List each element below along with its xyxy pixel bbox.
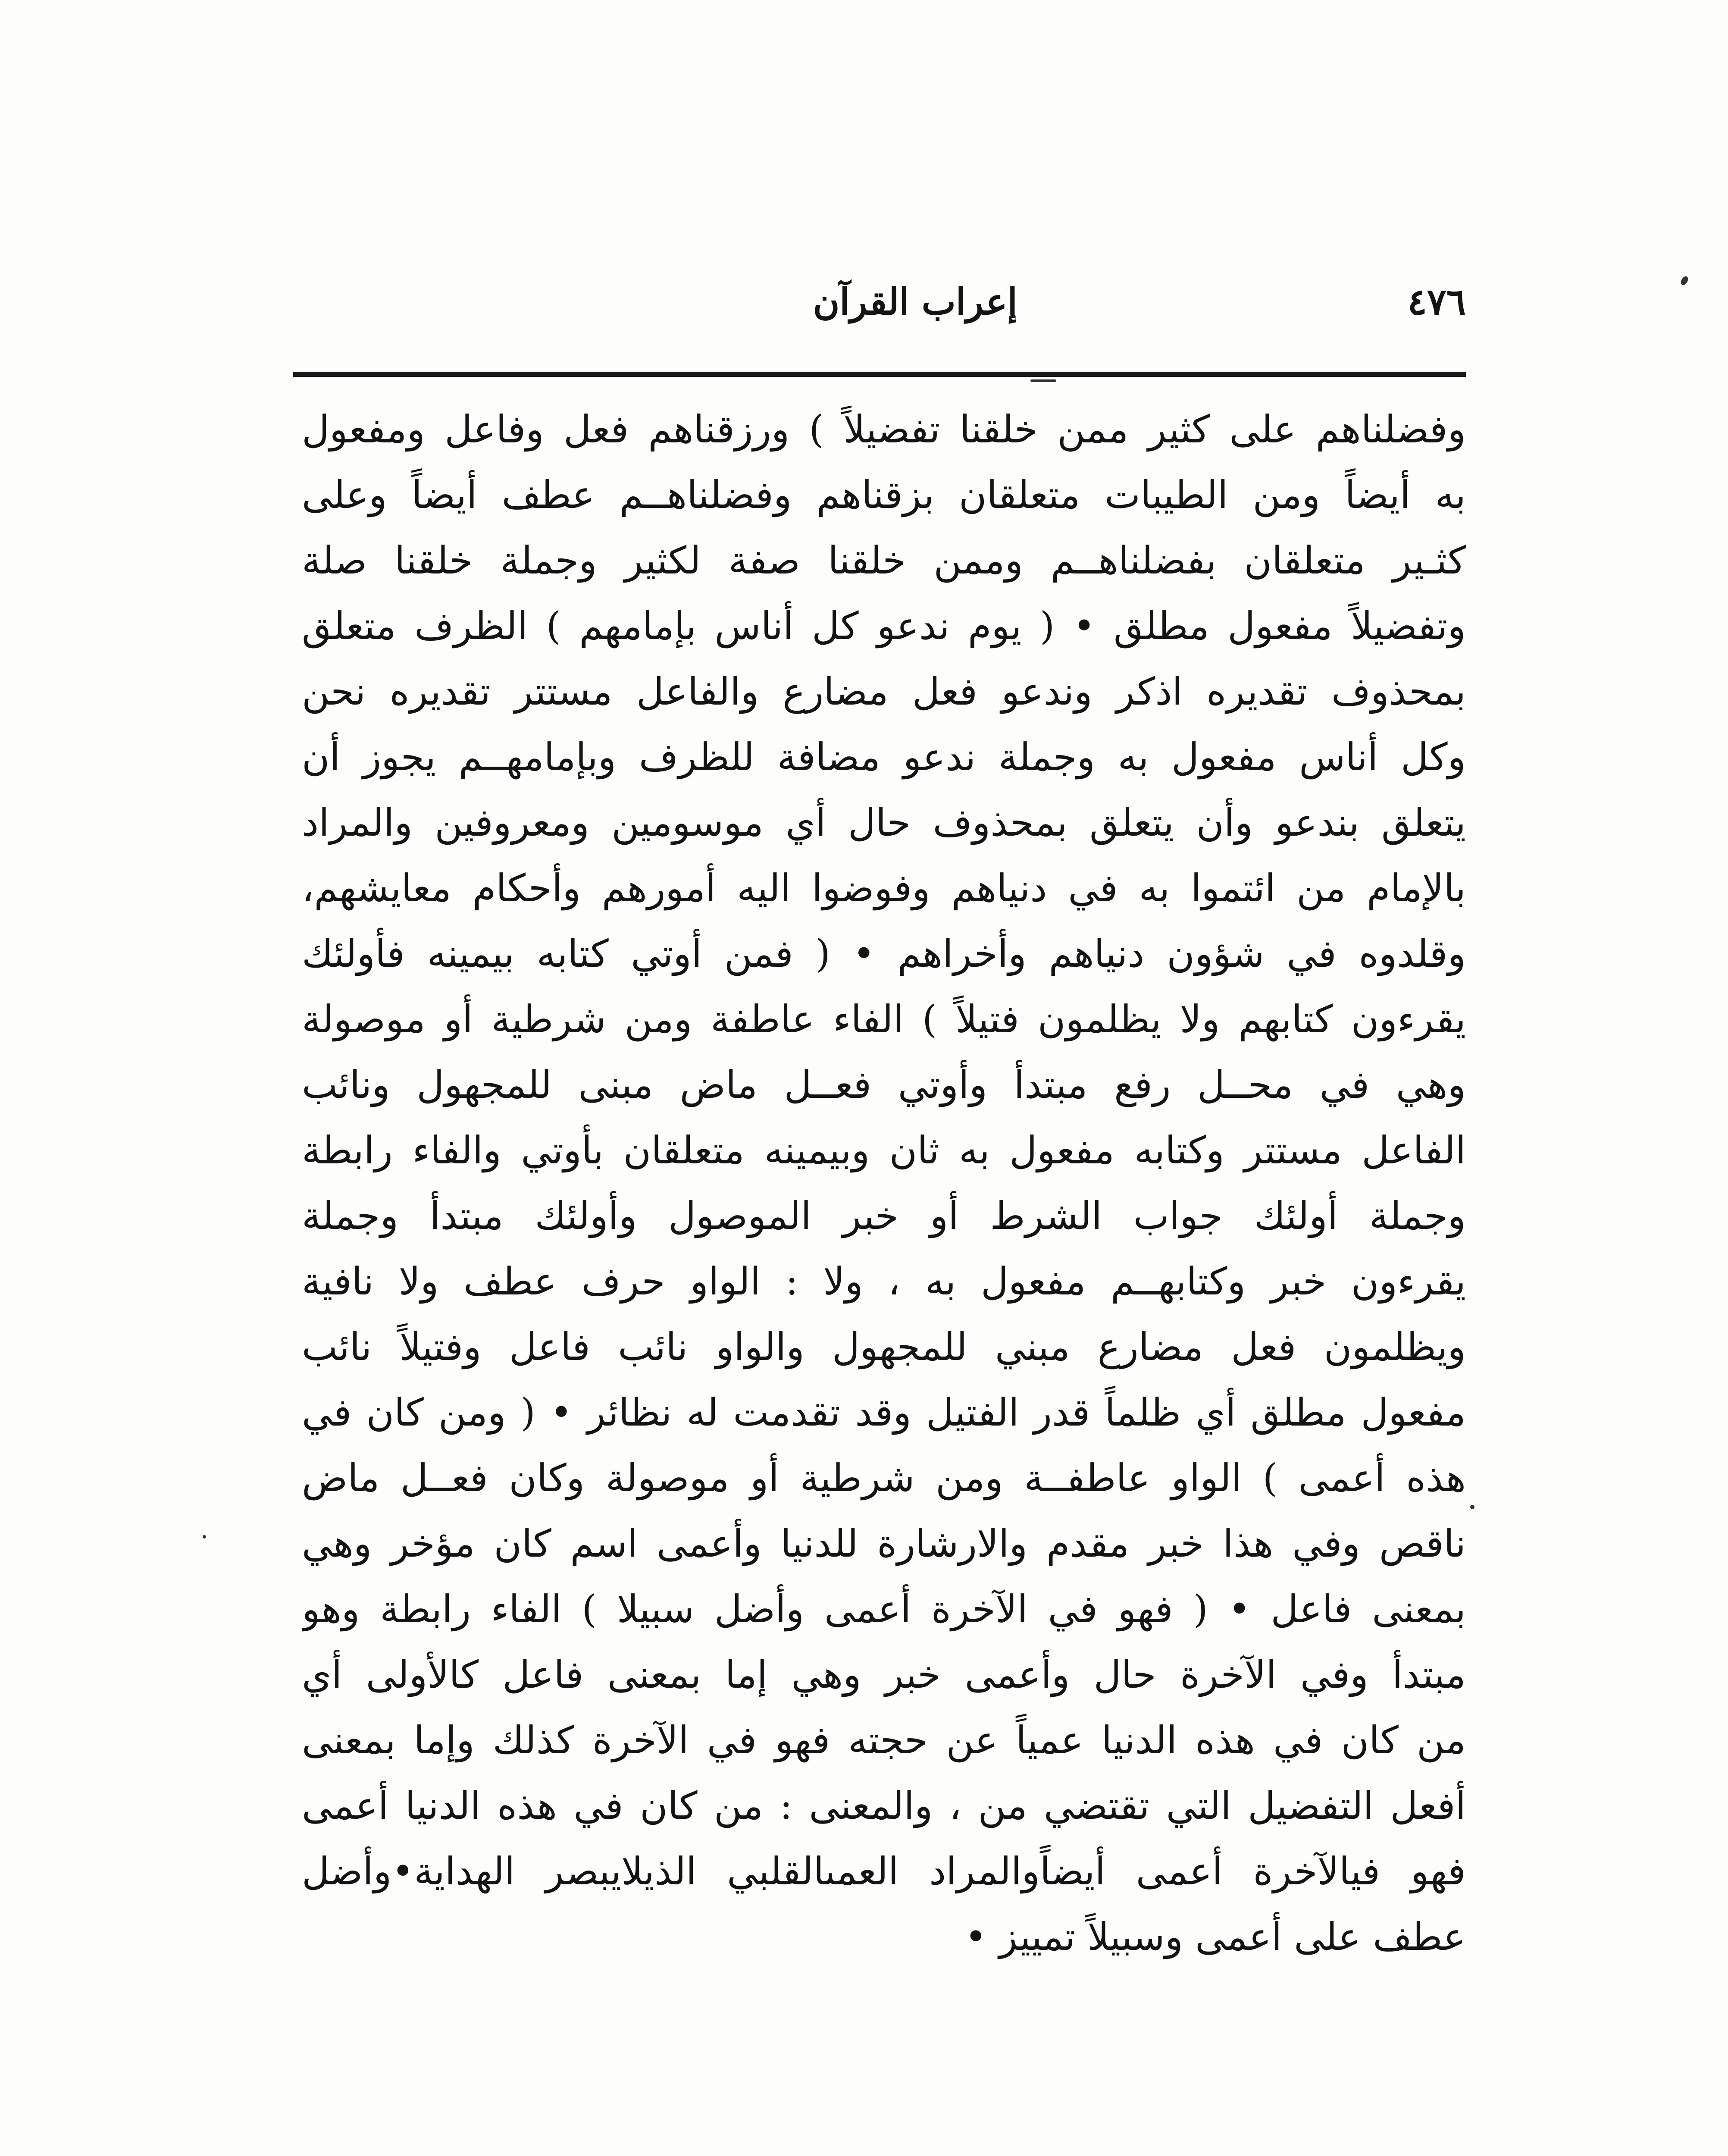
- text-line: يتعلق بندعو وأن يتعلق بمحذوف حال أي موسومين ومعروفين والمراد: [302, 800, 1466, 845]
- running-title: إعراب القرآن: [813, 280, 1017, 323]
- text-line: مبتدأ وفي الآخرة حال وأعمى خبر وهي إما بمعنى فاعل كالأولى أي: [302, 1652, 1466, 1697]
- scan-speck: [203, 1535, 206, 1539]
- scan-speck: [1679, 275, 1689, 286]
- text-line: كثـير متعلقان بفضلناهــم وممن خلقنا صفة لكثير وجملة خلقنا صلة: [302, 538, 1466, 583]
- body-text: [302, 397, 1466, 1970]
- header-divider: [293, 372, 1466, 377]
- text-line: هذه أعمى ) الواو عاطفــة ومن شرطية أو موصولة وكان فعــل ماض: [302, 1456, 1466, 1500]
- text-line: وكل أناس مفعول به وجملة ندعو مضافة للظرف وبإمامهــم يجوز أن: [302, 735, 1466, 779]
- text-line: فهو فيالآخرة أعمى أيضاًوالمراد العمىالقلبي الذيلايبصر الهداية•وأضل: [302, 1849, 1466, 1893]
- text-line: من كان في هذه الدنيا عمياً عن حجته فهو في الآخرة كذلك وإما بمعنى: [302, 1718, 1466, 1762]
- text-line: يقرءون كتابهم ولا يظلمون فتيلاً ) الفاء عاطفة ومن شرطية أو موصولة: [302, 997, 1466, 1041]
- text-line: بمعنى فاعل • ( فهو في الآخرة أعمى وأضل سبيلا ) الفاء رابطة وهو: [302, 1587, 1466, 1631]
- text-line: وفضلناهم على كثير ممن خلقنا تفضيلاً ) ورزقناهم فعل وفاعل ومفعول: [302, 407, 1466, 451]
- page-header: [293, 267, 1466, 341]
- text-line: بالإمام من ائتموا به في دنياهم وفوضوا اليه أمورهم وأحكام معايشهم،: [302, 866, 1466, 910]
- text-line: وقلدوه في شؤون دنياهم وأخراهم • ( فمن أوتي كتابه بيمينه فأولئك: [302, 931, 1466, 976]
- text-line: الفاعل مستتر وكتابه مفعول به ثان وبيمينه متعلقان بأوتي والفاء رابطة: [302, 1128, 1466, 1172]
- text-line: به أيضاً ومن الطيبات متعلقان بزقناهم وفضلناهــم عطف أيضاً وعلى: [302, 473, 1466, 517]
- text-line: ناقص وفي هذا خبر مقدم والارشارة للدنيا وأعمى اسم كان مؤخر وهي: [302, 1521, 1466, 1566]
- text-line: بمحذوف تقديره اذكر وندعو فعل مضارع والفاعل مستتر تقديره نحن: [302, 669, 1466, 714]
- scan-speck: [1470, 1505, 1474, 1509]
- text-line: أفعل التفضيل التي تقتضي من ، والمعنى : من كان في هذه الدنيا أعمى: [302, 1783, 1466, 1828]
- page-number: ٤٧٦: [1407, 280, 1466, 323]
- text-line: وجملة أولئك جواب الشرط أو خبر الموصول وأولئك مبتدأ وجملة: [302, 1194, 1466, 1238]
- text-line: يقرءون خبر وكتابهــم مفعول به ، ولا : الواو حرف عطف ولا نافية: [302, 1259, 1466, 1304]
- text-line: وتفضيلاً مفعول مطلق • ( يوم ندعو كل أناس بإمامهم ) الظرف متعلق: [302, 604, 1466, 648]
- text-line: مفعول مطلق أي ظلماً قدر الفتيل وقد تقدمت له نظائر • ( ومن كان في: [302, 1390, 1466, 1435]
- text-line: ويظلمون فعل مضارع مبني للمجهول والواو نائب فاعل وفتيلاً نائب: [302, 1325, 1466, 1369]
- text-line: عطف على أعمى وسبيلاً تمييز •: [964, 1915, 1466, 1959]
- scan-speck: [1030, 379, 1056, 382]
- text-line: وهي في محــل رفع مبتدأ وأوتي فعــل ماض مبنى للمجهول ونائب: [302, 1062, 1466, 1107]
